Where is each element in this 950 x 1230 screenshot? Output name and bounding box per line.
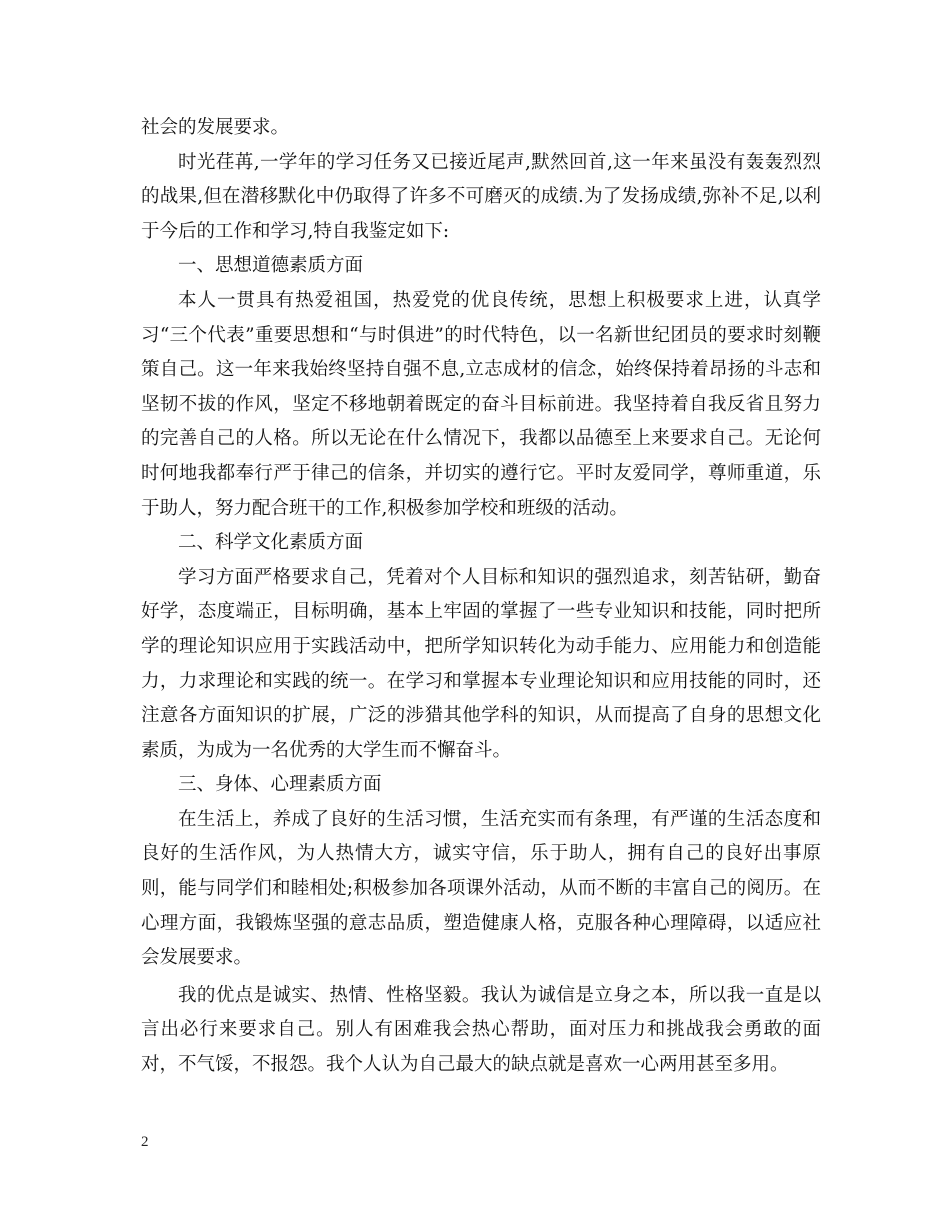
paragraph-intro: 时光荏苒,一学年的学习任务又已接近尾声,默然回首,这一年来虽没有轰轰烈烈的战果,但在潜移默化中仍取得了许多不可磨灭的成绩.为了发扬成绩,弥补不足,以利于今后的工作和学习,特自我鉴定如下: [141,151,821,242]
section-heading-moral: 一、思想道德素质方面 [178,255,364,277]
section-heading-body-mind: 三、身体、心理素质方面 [178,774,382,796]
paragraph-moral: 本人一贯具有热爱祖国，热爱党的优良传统，思想上积极要求上进，认真学习“三个代表”重要思想和“与时俱进”的时代特色，以一名新世纪团员的要求时刻鞭策自己。这一年来我始终坚持自强不息,立志成材的信念，始终保持着昂扬的斗志和坚韧不拔的作风，坚定不移地朝着既定的奋斗目标前进。我坚持着自我反省且努力的完善自己的人格。所以无论在什么情况下，我都以品德至上来要求自己。无论何时何地我都奉行严于律己的信条，并切实的遵行它。平时友爱同学，尊师重道，乐于助人，努力配合班干的工作,积极参加学校和班级的活动。 [141,289,821,519]
page-number: 2 [141,1134,149,1150]
document-body [141,111,821,1083]
paragraph-strengths: 我的优点是诚实、热情、性格坚毅。我认为诚信是立身之本，所以我一直是以言出必行来要求自己。别人有困难我会热心帮助，面对压力和挑战我会勇敢的面对，不气馁，不报怨。我个人认为自己最大的缺点就是喜欢一心两用甚至多用。 [141,984,821,1076]
paragraph-science: 学习方面严格要求自己，凭着对个人目标和知识的强烈追求，刻苦钻研，勤奋好学，态度端正，目标明确，基本上牢固的掌握了一些专业知识和技能，同时把所学的理论知识应用于实践活动中，把所学知识转化为动手能力、应用能力和创造能力，力求理论和实践的统一。在学习和掌握本专业理论知识和应用技能的同时，还注意各方面知识的扩展，广泛的涉猎其他学科的知识，从而提高了自身的思想文化素质，为成为一名优秀的大学生而不懈奋斗。 [141,566,821,761]
section-heading-science: 二、科学文化素质方面 [178,532,364,554]
paragraph-body-mind: 在生活上，养成了良好的生活习惯，生活充实而有条理，有严谨的生活态度和良好的生活作风，为人热情大方，诚实守信，乐于助人，拥有自己的良好出事原则，能与同学们和睦相处;积极参加各项课外活动，从而不断的丰富自己的阅历。在心理方面，我锻炼坚强的意志品质，塑造健康人格，克服各种心理障碍，以适应社会发展要求。 [141,808,821,969]
paragraph-continuation: 社会的发展要求。 [141,117,290,138]
